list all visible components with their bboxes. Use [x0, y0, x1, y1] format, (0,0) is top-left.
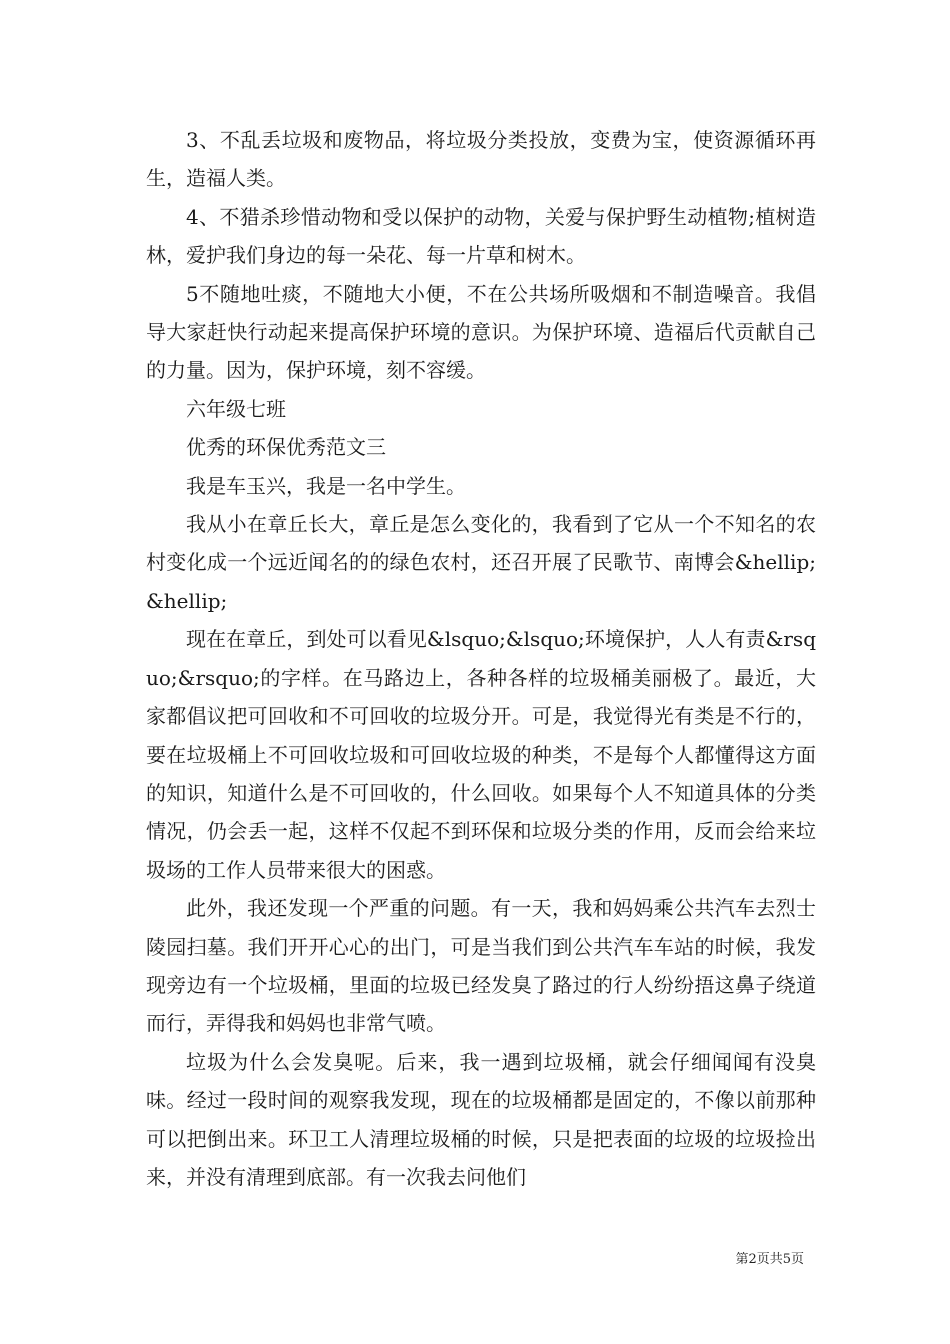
paragraph-6: 我是车玉兴，我是一名中学生。 [186, 473, 466, 498]
paragraph-2: 4、不猎杀珍惜动物和受以保护的动物，关爱与保护野生动植物;植树造林，爱护我们身边的每一朵花、每一片草和树木。 [146, 204, 816, 268]
document-body [146, 121, 816, 1196]
page-number: 第2页共5页 [735, 1252, 804, 1267]
paragraph-1: 3、不乱丢垃圾和废物品，将垃圾分类投放，变费为宝，使资源循环再生，造福人类。 [146, 128, 816, 191]
paragraph-8: 现在在章丘，到处可以看见&lsquo;&lsquo;环境保护，人人有责&rsquo;&rsquo;的字样。在马路边上，各种各样的垃圾桶美丽极了。最近，大家都倡议把可回收和不可回收的垃圾分开。可是，我觉得光有类是不行的，要在垃圾桶上不可回收垃圾和可回收垃圾的种类，不是每个人都懂得这方面的知识，知道什么是不可回收的，什么回收。如果每个人不知道具体的分类情况，仍会丢一起，这样不仅起不到环保和垃圾分类的作用，反而会给来垃圾场的工作人员带来很大的困惑。 [146, 627, 816, 882]
class-name-line: 六年级七班 [186, 396, 286, 421]
paragraph-10: 垃圾为什么会发臭呢。后来，我一遇到垃圾桶，就会仔细闻闻有没臭味。经过一段时间的观察我发现，现在的垃圾桶都是固定的，不像以前那种可以把倒出来。环卫工人清理垃圾桶的时候，只是把表面的垃圾的垃圾捡出来，并没有清理到底部。有一次我去问他们 [146, 1049, 816, 1189]
paragraph-7: 我从小在章丘长大，章丘是怎么变化的，我看到了它从一个不知名的农村变化成一个远近闻名的的绿色农村，还召开展了民歌节、南博会&hellip;&hellip; [146, 512, 816, 613]
paragraph-9: 此外，我还发现一个严重的问题。有一天，我和妈妈乘公共汽车去烈士陵园扫墓。我们开开心心的出门，可是当我们到公共汽车车站的时候，我发现旁边有一个垃圾桶，里面的垃圾已经发臭了路过的行人纷纷捂这鼻子绕道而行，弄得我和妈妈也非常气喷。 [146, 896, 816, 1036]
section-title: 优秀的环保优秀范文三 [186, 435, 386, 460]
paragraph-3: 5不随地吐痰，不随地大小便，不在公共场所吸烟和不制造噪音。我倡导大家赶快行动起来提高保护环境的意识。为保护环境、造福后代贡献自己的力量。因为，保护环境，刻不容缓。 [146, 281, 816, 383]
